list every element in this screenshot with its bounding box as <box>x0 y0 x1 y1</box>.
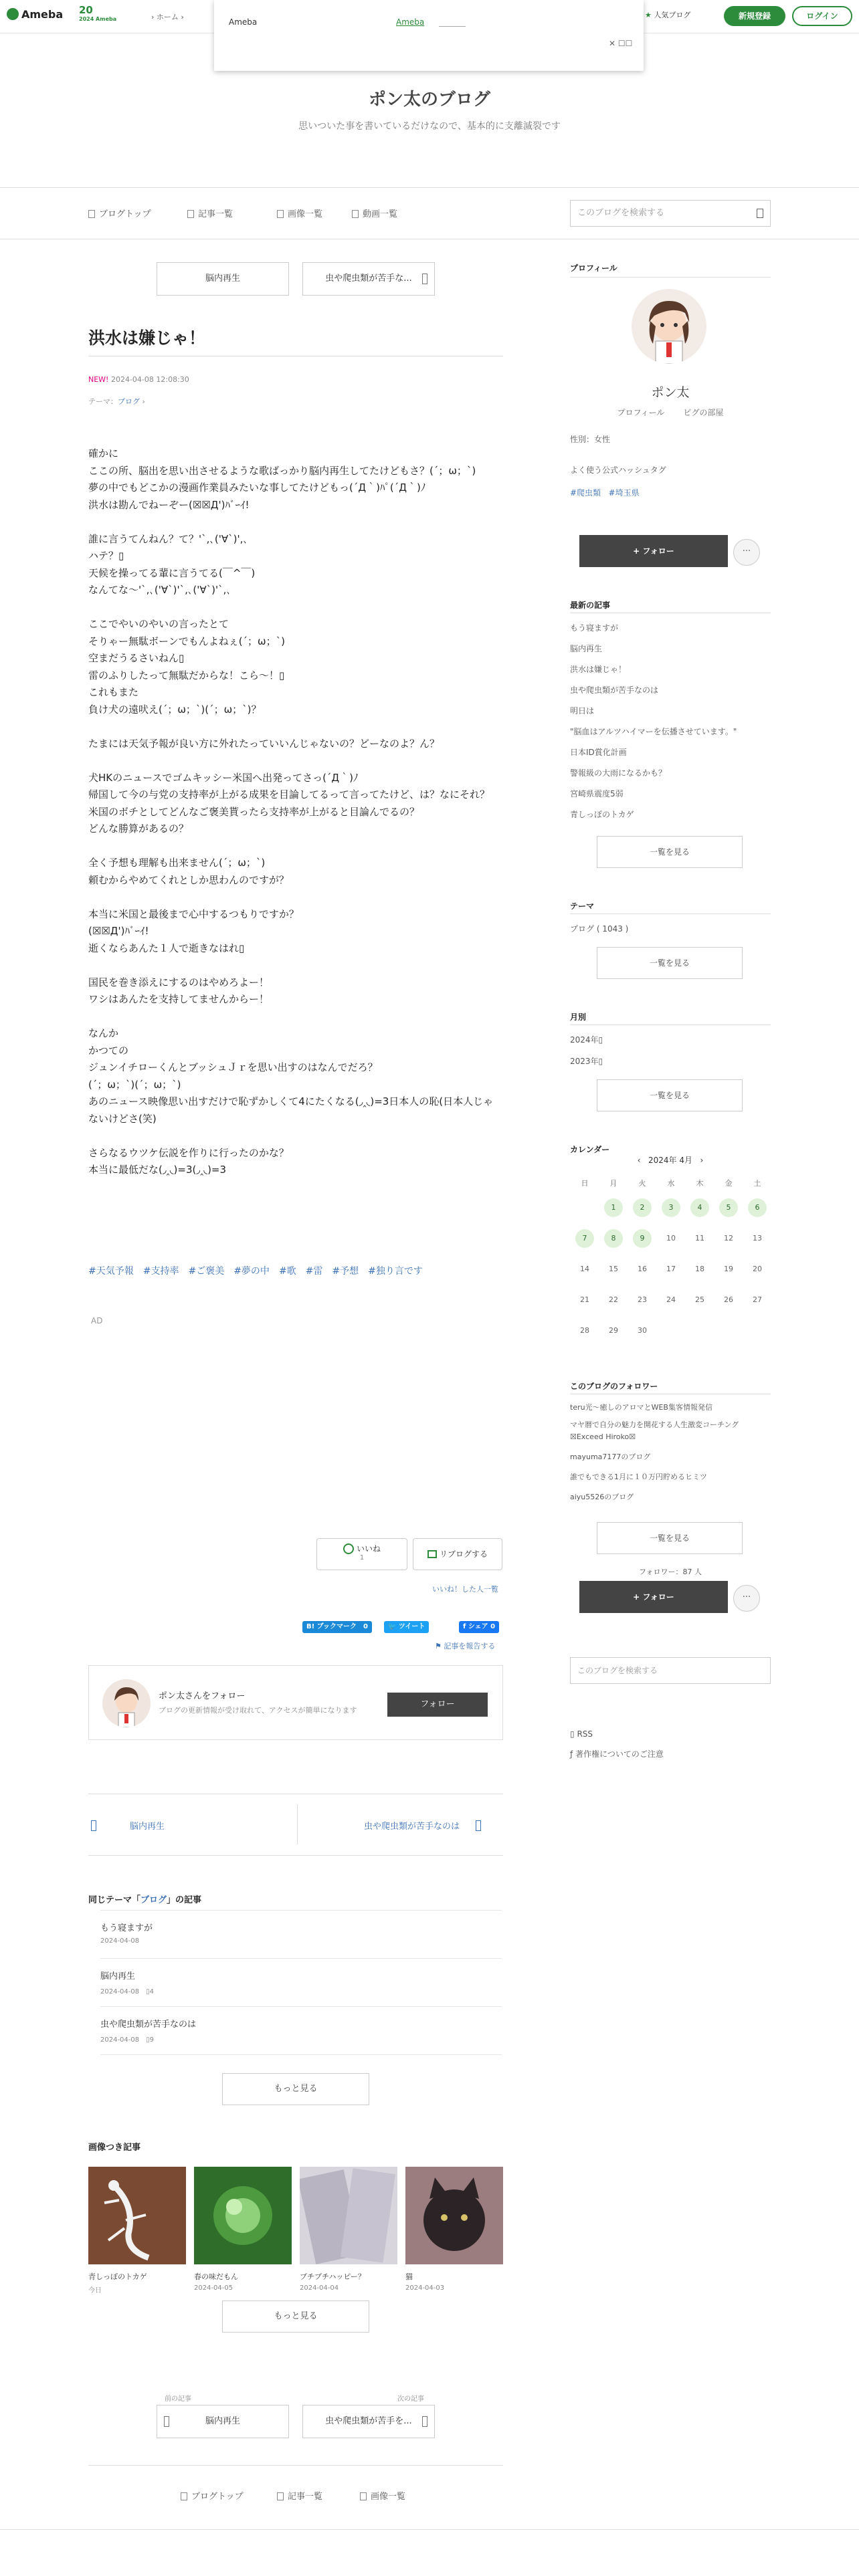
calendar-weekday: 月 <box>609 1179 617 1188</box>
profile-name: ポン太 <box>651 385 690 400</box>
rss-label: RSS <box>577 1729 593 1739</box>
list-icon <box>277 2492 284 2500</box>
followers-heading: このブログのフォロワー <box>570 1382 658 1391</box>
calendar-day: 29 <box>609 1326 618 1335</box>
prev-post-title: 脳内再生 <box>130 1822 165 1832</box>
sidebar-follow-button-bottom[interactable]: + フォロー <box>579 1581 728 1613</box>
calendar-weekday: 日 <box>581 1179 589 1188</box>
home-icon <box>88 210 95 218</box>
nav-label: 記事一覧 <box>198 209 233 219</box>
hashtag-link[interactable]: #夢の中 <box>233 1266 270 1277</box>
post-meta <box>88 375 189 384</box>
search-placeholder: このブログを検索する <box>577 1666 658 1675</box>
month-item[interactable]: 2023年▯ <box>570 1057 603 1066</box>
chevron-right-icon <box>476 1820 481 1831</box>
monthly-heading: 月別 <box>570 1012 587 1022</box>
rss-icon: ▯ <box>570 1729 575 1739</box>
search-icon[interactable] <box>757 209 763 218</box>
divider <box>100 2006 502 2007</box>
prev-post-label: 脳内再生 <box>205 274 240 284</box>
calendar-day[interactable]: 5 <box>719 1198 738 1217</box>
hashtag-link[interactable]: #埼玉県 <box>608 488 640 498</box>
footer-nav-label: 記事一覧 <box>288 2492 323 2502</box>
video-icon <box>352 210 359 218</box>
rss-link[interactable] <box>570 1729 771 1739</box>
image-icon <box>360 2492 367 2500</box>
likes-list-link[interactable]: いいね！した人一覧 <box>432 1585 498 1594</box>
calendar-day: 24 <box>666 1295 676 1304</box>
related-date: 2024-04-08 <box>100 1937 140 1945</box>
flag-icon: ⚑ <box>435 1642 442 1650</box>
chevron-left-icon <box>91 1820 96 1831</box>
nav-blog-top[interactable] <box>88 207 151 219</box>
recent-more-button[interactable]: 一覧を見る <box>597 836 743 868</box>
follow-title: ポン太さんをフォロー <box>159 1691 246 1701</box>
banknote-image <box>300 2167 397 2264</box>
avatar-illustration <box>102 1679 151 1727</box>
calendar-day: 22 <box>609 1295 618 1304</box>
recent-heading: 最新の記事 <box>570 601 611 610</box>
calendar-day[interactable]: 7 <box>575 1229 594 1248</box>
official-hashtags <box>570 487 771 498</box>
calendar-day: 17 <box>666 1265 676 1273</box>
follower-item[interactable]: マヤ暦で自分の魅力を開花する人生激変コーチング☒Exceed Hiroko☒ <box>570 1420 739 1441</box>
next-post-button-top[interactable] <box>302 262 435 296</box>
thumbnail-title[interactable]: 春の味だもん <box>194 2272 238 2281</box>
new-badge: NEW! <box>88 375 109 384</box>
divider <box>297 1804 298 1844</box>
thumbnail-date: 2024-04-04 <box>300 2284 339 2292</box>
calendar-weekday: 土 <box>753 1179 761 1188</box>
chevron-right-icon[interactable]: › <box>700 1156 704 1165</box>
thumbnail-image[interactable] <box>405 2167 503 2264</box>
tweet-button[interactable]: 🐦 ツイート <box>384 1621 429 1633</box>
list-item[interactable] <box>100 1921 502 1945</box>
related-date: 2024-04-08 ▯4 <box>100 1988 154 1996</box>
hashtag-heading: よく使う公式ハッシュタグ <box>570 465 666 475</box>
logo-text: Ameba <box>21 8 64 21</box>
register-button[interactable]: 新規登録 <box>724 6 785 26</box>
blog-title[interactable]: ポン太のブログ <box>368 90 490 110</box>
divider <box>100 2054 502 2055</box>
ameba-logo[interactable] <box>7 8 63 21</box>
prev-post-button-bottom[interactable] <box>157 2405 289 2438</box>
footer-images[interactable] <box>360 2489 405 2502</box>
blog-search-input[interactable] <box>570 200 771 227</box>
recent-item[interactable]: 日本ID賞化計画 <box>570 748 627 757</box>
home-icon <box>181 2492 187 2500</box>
thumbnail-title[interactable]: 猫 <box>405 2272 413 2281</box>
copyright-icon: ƒ <box>570 1749 573 1759</box>
overlay-label: Ameba <box>229 17 258 27</box>
profile-avatar[interactable] <box>632 289 706 364</box>
cat-image <box>405 2167 503 2264</box>
related-theme-link[interactable]: ブログ <box>140 1895 167 1905</box>
next-post-link[interactable] <box>364 1819 481 1832</box>
overlay-popup <box>214 0 644 71</box>
calendar-day[interactable]: 8 <box>604 1229 623 1248</box>
hashtag-link[interactable]: #歌 <box>278 1266 296 1277</box>
post-theme: テーマ：ブログ › <box>88 397 145 406</box>
calendar-day: 27 <box>753 1295 762 1304</box>
profile-links <box>570 407 771 418</box>
divider <box>570 277 771 278</box>
post-title: 洪水は嫌じゃ！ <box>88 328 206 348</box>
divider <box>100 1910 502 1911</box>
breadcrumb-home[interactable]: ホーム <box>156 13 179 21</box>
divider <box>88 1855 503 1856</box>
nav-articles[interactable] <box>187 207 233 219</box>
pigg-room-link[interactable]: ピグの部屋 <box>683 408 724 417</box>
thumbnail-image[interactable] <box>300 2167 397 2264</box>
prev-post-link[interactable] <box>91 1819 165 1832</box>
theme-link[interactable]: ブログ <box>118 397 140 406</box>
calendar-day[interactable]: 2 <box>633 1198 652 1217</box>
image-more-button[interactable]: もっと見る <box>222 2300 369 2333</box>
hashtag-link[interactable]: #爬虫類 <box>570 488 601 498</box>
calendar-day: 12 <box>724 1234 733 1243</box>
thumbnail-image[interactable] <box>88 2167 186 2264</box>
reblog-label: リブログする <box>439 1549 488 1559</box>
divider <box>100 1958 502 1959</box>
popular-blog-link[interactable] <box>645 9 690 20</box>
recent-item[interactable]: 虫や爬虫類が苦手なのは <box>570 685 659 695</box>
chevron-right-icon <box>422 2416 427 2427</box>
copyright-link[interactable] <box>570 1748 771 1759</box>
image-articles-heading: 画像つき記事 <box>88 2143 141 2153</box>
related-more-button[interactable]: もっと見る <box>222 2073 369 2105</box>
follower-item[interactable]: aiyu5526のブログ <box>570 1493 634 1501</box>
footer-blog-top[interactable] <box>181 2489 244 2502</box>
thumbnail-title[interactable]: プチプチハッピー？ <box>300 2272 365 2281</box>
theme-item[interactable]: ブログ ( 1043 ) <box>570 924 629 934</box>
hatena-bookmark-button[interactable]: B! ブックマーク 0 <box>302 1621 372 1633</box>
blog-description: 思いついた事を書いているだけなので、基本的に支離滅裂です <box>298 121 561 132</box>
calendar-weekday: 水 <box>667 1179 675 1188</box>
blog-nav <box>0 187 859 239</box>
month-item[interactable]: 2024年▯ <box>570 1035 603 1045</box>
calendar-day[interactable]: 4 <box>690 1198 709 1217</box>
overlay-link[interactable]: Ameba <box>396 17 425 27</box>
login-button[interactable]: ログイン <box>792 6 852 26</box>
hashtag-link[interactable]: #支持率 <box>142 1266 179 1277</box>
calendar-day: 25 <box>695 1295 704 1304</box>
recent-item[interactable]: 明日は <box>570 706 595 716</box>
calendar-day: 15 <box>609 1265 618 1273</box>
reblog-icon <box>427 1550 437 1558</box>
related-heading <box>88 1893 201 1905</box>
follow-desc: ブログの更新情報が受け取れて、アクセスが簡単になります <box>159 1706 357 1715</box>
hashtag-link[interactable]: #独り言です <box>368 1266 423 1277</box>
footer-nav-label: 画像一覧 <box>371 2492 406 2502</box>
related-title: 脳内再生 <box>100 1971 136 1981</box>
gecko-image <box>88 2167 186 2264</box>
calendar-day[interactable]: 1 <box>604 1198 623 1217</box>
next-label: 次の記事 <box>397 2395 424 2403</box>
calendar-day: 18 <box>695 1265 704 1273</box>
plant-image <box>194 2167 292 2264</box>
recent-item[interactable]: 宮崎県震度5弱 <box>570 789 624 798</box>
related-heading-pre: 同じテーマ「 <box>88 1895 141 1905</box>
recent-item[interactable]: "脳血はアルツハイマーを伝播させています。" <box>570 727 737 736</box>
thumbnail-date: 2024-04-03 <box>405 2284 445 2292</box>
monthly-more-button[interactable]: 一覧を見る <box>597 1079 743 1111</box>
next-post-label: 虫や爬虫類が苦手を... <box>325 2416 412 2426</box>
thumbnail-date: 今日 <box>88 2287 102 2294</box>
like-button[interactable] <box>316 1538 407 1570</box>
follow-box <box>88 1665 503 1740</box>
related-title: 虫や爬虫類が苦手なのは <box>100 2020 197 2030</box>
calendar-day: 14 <box>580 1265 589 1273</box>
calendar-weekday: 金 <box>725 1179 733 1188</box>
anniversary-sub: 2024 Ameba <box>79 16 117 22</box>
nav-images[interactable] <box>277 207 322 219</box>
calendar-day: 10 <box>666 1234 676 1243</box>
footer-articles[interactable] <box>277 2489 322 2502</box>
calendar-month <box>570 1154 771 1166</box>
calendar-day[interactable]: 6 <box>748 1198 767 1217</box>
overlay-input[interactable] <box>439 17 466 27</box>
prev-label: 前の記事 <box>165 2395 191 2403</box>
related-heading-post: 」の記事 <box>167 1895 202 1905</box>
calendar-day: 23 <box>638 1295 647 1304</box>
calendar-day: 30 <box>638 1326 647 1335</box>
like-label: いいね <box>356 1544 381 1553</box>
profile-gender: 性別：女性 <box>570 435 611 444</box>
calendar-day: 28 <box>580 1326 589 1335</box>
nav-videos[interactable] <box>352 207 397 219</box>
calendar-day: 13 <box>753 1234 762 1243</box>
theme-prefix: テーマ： <box>88 397 118 406</box>
recent-item[interactable]: 脳内再生 <box>570 644 603 653</box>
like-count: 1 <box>359 1554 365 1562</box>
prev-post-button-top[interactable] <box>157 262 289 296</box>
divider <box>88 2465 503 2466</box>
follower-count: フォロワー：87 人 <box>639 1568 702 1576</box>
recent-item[interactable]: 青しっぽのトカゲ <box>570 810 634 819</box>
recent-item[interactable]: もう寝ますが <box>570 623 619 633</box>
thumbnail-date: 2024-04-05 <box>194 2284 233 2292</box>
hashtag-link[interactable]: #雷 <box>305 1266 323 1277</box>
reblog-button[interactable] <box>413 1538 502 1570</box>
more-options-button-bottom[interactable]: ··· <box>733 1585 760 1612</box>
overlay-close-button[interactable]: ✕ ☐☐ <box>609 39 633 48</box>
post-hashtags <box>88 1264 516 1277</box>
report-label: 記事を報告する <box>444 1642 496 1650</box>
image-icon <box>277 210 284 218</box>
related-title: もう寝ますが <box>100 1923 153 1933</box>
facebook-share-button[interactable]: f シェア 0 <box>459 1621 499 1633</box>
anniversary-number: 20 <box>79 4 93 16</box>
ad-label: AD <box>91 1316 103 1325</box>
chevron-left-icon[interactable]: ‹ <box>637 1156 641 1165</box>
prev-post-label: 脳内再生 <box>205 2416 240 2426</box>
calendar-day: 16 <box>638 1265 647 1273</box>
hashtag-link[interactable]: #天気予報 <box>88 1266 134 1277</box>
footer-nav-label: ブログトップ <box>191 2492 244 2502</box>
follow-button[interactable]: フォロー <box>387 1693 488 1717</box>
nav-label: ブログトップ <box>99 209 151 219</box>
calendar-day[interactable]: 9 <box>633 1229 652 1248</box>
theme-more-button[interactable]: 一覧を見る <box>597 947 743 979</box>
calendar-day: 19 <box>724 1265 733 1273</box>
calendar-day: 20 <box>753 1265 762 1273</box>
follower-item[interactable]: teru光〜癒しのアロマとWEB集客情報発信 <box>570 1403 712 1412</box>
related-date: 2024-04-08 ▯9 <box>100 2036 154 2044</box>
sidebar-follow-button[interactable]: + フォロー <box>579 535 728 567</box>
post-body: 確かに ここの所、脳出を思い出させるような歌ばっかり脳内再生してたけどもさ？(´；ω；`) 夢の中でもどこかの漫画作業員みたいな事してたけどもっ(´Д｀)ﾊﾟ(´Д｀)ﾉ 洪水は勘んでねーぞー(☒☒Д')ﾊﾞｰｲ! 誰に言うてんねん？て？'`,､('∀`)',､ ハテ？▯ 天候を操ってる輩に言うてる(￣^￣) なんてな〜'`,､('∀`)'`,､('∀`)'`,､ ここでやいのやいの言ったとて そりゃー無駄ボーンでもんよねぇ(´；ω；`) 空まだうるさいねん▯ 雷のふりしたって無駄だからな！こら〜！▯ これもまた 負け犬の遠吠え(´；ω；`)(´；ω；`)？ たまには天気予報が良い方に外れたっていいんじゃないの？どーなのよ？ん？ 犬HKのニュースでゴムキッシー米国へ出発ってさっ(´Д｀)ﾉ 帰国して今の与党の支持率が上がる成果を目論してるって言ってたけど、は？なにそれ？ 米国のボチとしてどんなご褒美貰ったら支持率が上がると目論んでるの？ どんな勝算があるの？ 全く予想も理解も出来ません(´；ω；`) 頼むからやめてくれとしか思わんのですが？ 本当に米国と最後まで心中するつもりですか？ (☒☒Д')ﾊﾞｰｲ! 逝くならあんた１人で逝きなはれ▯ 国民を巻き添えにするのはやめろよー！ ワシはあんたを支持してませんからー！ なんか かつての ジュンイチローくんとブッシュＪｒを思い出すのはなんでだろ？ (´；ω；`)(´；ω；`) あのニュース映像思い出すだけで恥ずかしくて4にたくなる(◞‸◟)=3日本人の恥(日本人じゃないけどさ(笑) さらなるウツケ伝説を作りに行ったのかな？ 本当に最低だな(◞‸◟)=3(◞‸◟)=3 <box>88 447 494 1176</box>
star-icon: ★ <box>645 11 652 19</box>
profile-heading: プロフィール <box>570 263 617 273</box>
calendar-day[interactable]: 3 <box>662 1198 680 1217</box>
chevron-left-icon <box>164 2416 169 2427</box>
recent-item[interactable]: 洪水は嫌じゃ！ <box>570 665 627 674</box>
calendar-day: 21 <box>580 1295 589 1304</box>
thumbnail-title[interactable]: 青しっぽのトカゲ <box>88 2272 147 2281</box>
report-link[interactable] <box>435 1640 495 1651</box>
next-post-label: 虫や爬虫類が苦手な... <box>325 274 412 284</box>
profile-link[interactable]: プロフィール <box>617 408 665 417</box>
ameba-logo-icon <box>7 8 19 20</box>
follower-item[interactable]: mayuma7177のブログ <box>570 1453 651 1461</box>
copyright-label: 著作権についてのご注意 <box>575 1749 664 1759</box>
next-post-button-bottom[interactable] <box>302 2405 435 2438</box>
hashtag-link[interactable]: #予想 <box>332 1266 359 1277</box>
followers-more-button[interactable]: 一覧を見る <box>597 1522 743 1554</box>
follower-item[interactable]: 誰でもできる1月に１０万円貯めるヒミツ <box>570 1473 707 1481</box>
calendar-weekday: 火 <box>638 1179 646 1188</box>
avatar <box>102 1679 151 1727</box>
list-item[interactable] <box>100 2017 502 2044</box>
breadcrumb: › ホーム › <box>151 13 184 21</box>
chevron-right-icon <box>422 274 427 284</box>
sidebar-search-input[interactable] <box>570 1657 771 1684</box>
theme-heading: テーマ <box>570 901 595 911</box>
list-icon <box>187 210 194 218</box>
anniversary-logo[interactable] <box>79 4 116 22</box>
post-date: 2024-04-08 12:08:30 <box>110 375 189 384</box>
nav-label: 画像一覧 <box>288 209 323 219</box>
hashtag-link[interactable]: #ご褒美 <box>188 1266 225 1277</box>
calendar-month-label: 2024年 4月 <box>648 1156 692 1165</box>
page-bottom-divider <box>0 2529 859 2530</box>
calendar-weekday: 木 <box>696 1179 704 1188</box>
calendar-day: 11 <box>695 1234 704 1243</box>
nav-label: 動画一覧 <box>363 209 398 219</box>
list-item[interactable] <box>100 1969 502 1996</box>
next-post-title: 虫や爬虫類が苦手なのは <box>364 1822 460 1832</box>
avatar-illustration <box>632 289 706 364</box>
calendar-day: 26 <box>724 1295 733 1304</box>
like-icon <box>343 1543 354 1554</box>
popular-blog-label: 人気ブログ <box>654 11 691 19</box>
thumbnail-image[interactable] <box>194 2167 292 2264</box>
calendar-heading: カレンダー <box>570 1145 610 1154</box>
search-placeholder: このブログを検索する <box>577 208 665 218</box>
recent-item[interactable]: 警報級の大雨になるかも？ <box>570 768 667 778</box>
more-options-button[interactable]: ··· <box>733 539 760 566</box>
